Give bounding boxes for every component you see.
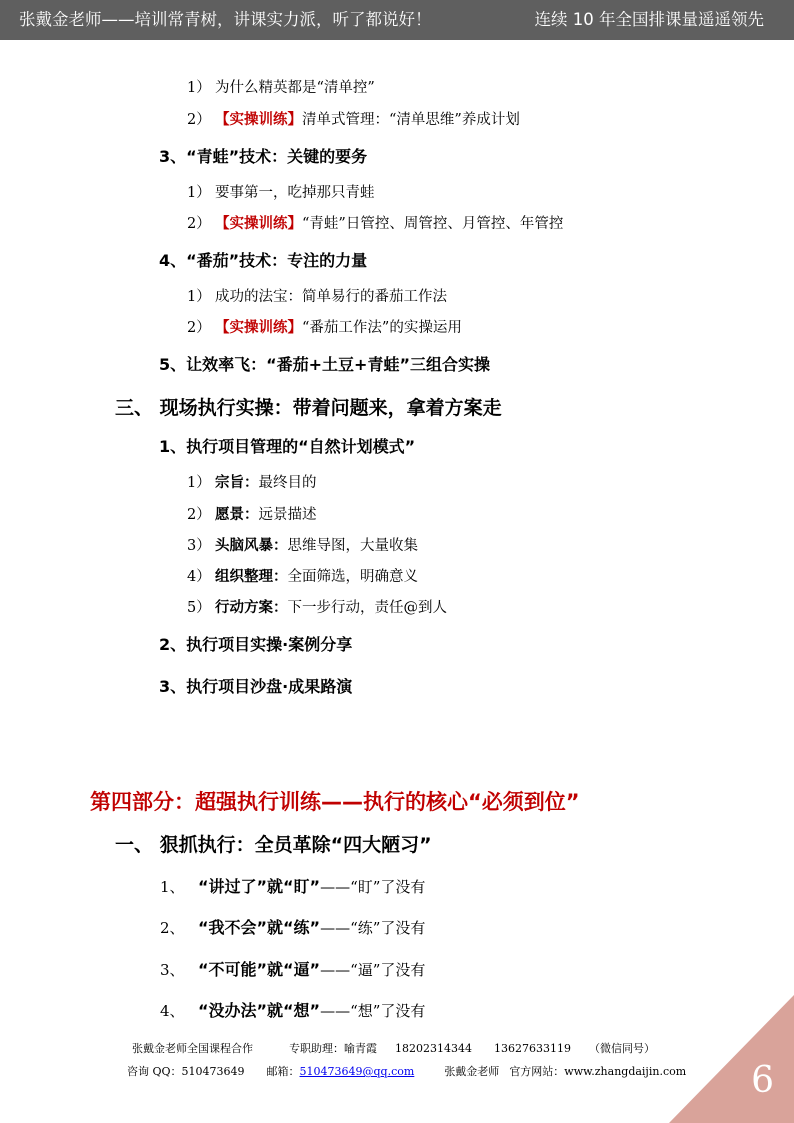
subsection-heading: 1、执行项目管理的“自然计划模式” (159, 437, 416, 456)
page-number: 6 (751, 1060, 774, 1101)
subsection-heading: 5、让效率飞：“番茄+土豆+青蛙”三组合实操 (159, 355, 490, 374)
part-title: 第四部分：超强执行训练——执行的核心“必须到位” (90, 790, 580, 814)
subsection-heading: 3、执行项目沙盘·成果路演 (159, 677, 353, 696)
list-item: 2） 【实操训练】清单式管理：“清单思维”养成计划 (187, 112, 520, 128)
list-item: 1、 “讲过了”就“盯”——“盯”了没有 (160, 877, 426, 896)
practice-label: 【实操训练】 (215, 216, 302, 232)
list-item: 2） 愿景：远景描述 (187, 507, 317, 523)
footer-contact-line: 张戴金老师全国课程合作 专职助理：喻青霞 18202314344 13627633119 （微信同号） (132, 1042, 655, 1055)
list-item: 2、 “我不会”就“练”——“练”了没有 (160, 918, 426, 937)
subsection-heading: 2、执行项目实操·案例分享 (159, 635, 353, 654)
list-item: 2） 【实操训练】“番茄工作法”的实操运用 (187, 320, 462, 336)
list-item: 1） 宗旨：最终目的 (187, 475, 317, 491)
email-link[interactable]: 510473649@qq.com (299, 1065, 415, 1078)
subsection-heading: 3、“青蛙”技术：关键的要务 (159, 147, 368, 166)
practice-label: 【实操训练】 (215, 320, 302, 336)
list-item: 1） 成功的法宝：简单易行的番茄工作法 (187, 289, 447, 305)
website-text: 官方网站：www.zhangdaijin.com (509, 1065, 687, 1078)
subsection-heading: 4、“番茄”技术：专注的力量 (159, 251, 368, 270)
section-heading: 一、 狠抓执行：全员革除“四大陋习” (115, 834, 432, 856)
list-item: 3） 头脑风暴：思维导图，大量收集 (187, 538, 418, 554)
page-corner-triangle (669, 995, 794, 1123)
list-item: 3、 “不可能”就“逼”——“逼”了没有 (160, 960, 426, 979)
section-heading: 三、 现场执行实操：带着问题来，拿着方案走 (115, 397, 502, 419)
practice-label: 【实操训练】 (215, 112, 302, 128)
list-item: 4、 “没办法”就“想”——“想”了没有 (160, 1001, 426, 1020)
list-item: 5） 行动方案：下一步行动，责任@到人 (187, 600, 447, 616)
footer-contact-line: 咨询 QQ：510473649 邮箱：510473649@qq.com 张戴金老师 官方网站：www.zhangdaijin.com (127, 1065, 687, 1078)
header-ranking: 连续 10 年全国排课量遥遥领先 (534, 10, 764, 29)
list-item: 2） 【实操训练】“青蛙”日管控、周管控、月管控、年管控 (187, 216, 564, 232)
list-item: 1） 为什么精英都是“清单控” (187, 80, 375, 96)
list-item: 4） 组织整理：全面筛选，明确意义 (187, 569, 418, 585)
list-item: 1） 要事第一，吃掉那只青蛙 (187, 185, 375, 201)
header-slogan: 张戴金老师——培训常青树，讲课实力派，听了都说好！ (19, 10, 432, 29)
